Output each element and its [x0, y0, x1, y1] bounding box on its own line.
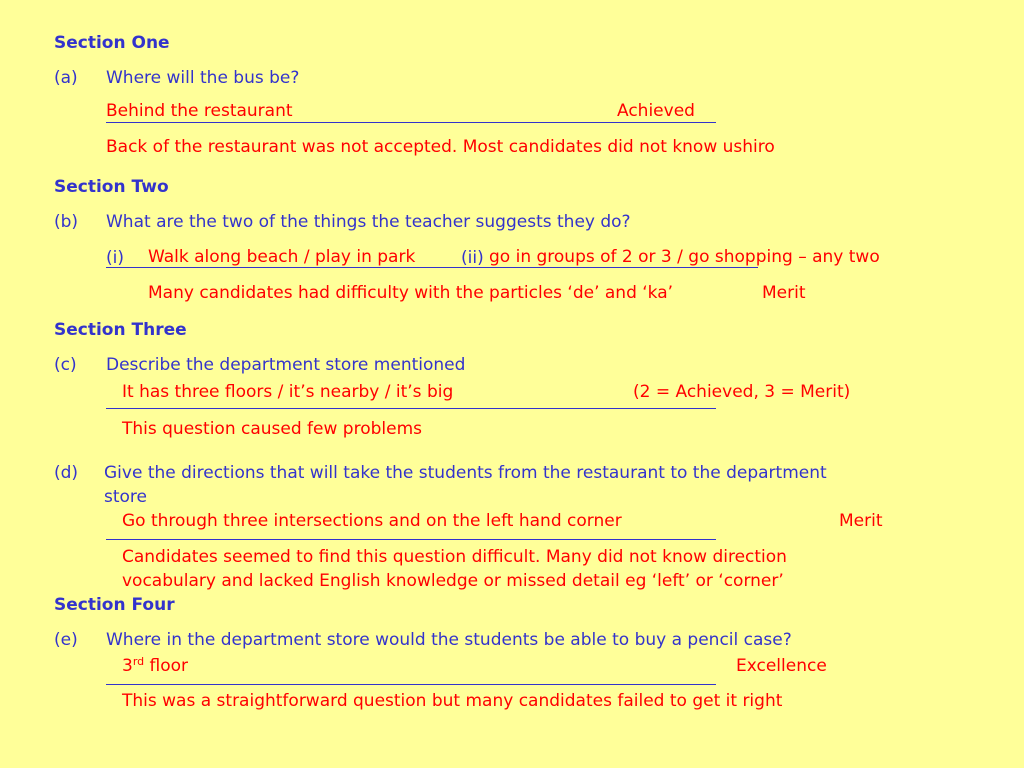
section-two-heading: Section Two [54, 177, 169, 197]
comment-c: This question caused few problems [122, 419, 422, 439]
answer-e-underline [106, 684, 716, 685]
question-d-label: (d) [54, 463, 79, 483]
answer-b-i: Walk along beach / play in park [148, 247, 416, 267]
answer-b-ii-underline [461, 267, 758, 268]
answer-b-ii-label: (ii) [461, 248, 484, 268]
answer-a: Behind the restaurant [106, 101, 293, 121]
comment-a: Back of the restaurant was not accepted. Most candidates did not know ushiro [106, 137, 775, 157]
answer-e-number: 3 [122, 656, 133, 676]
grade-a: Achieved [617, 101, 695, 121]
answer-a-underline [106, 122, 716, 123]
question-b-text: What are the two of the things the teacher suggests they do? [106, 212, 631, 232]
question-a-label: (a) [54, 68, 78, 88]
grade-b: Merit [762, 283, 806, 303]
answer-d-underline [106, 539, 716, 540]
answer-d: Go through three intersections and on the left hand corner [122, 511, 622, 531]
grade-c: (2 = Achieved, 3 = Merit) [633, 382, 851, 402]
answer-b-i-label: (i) [106, 248, 124, 268]
grade-d: Merit [839, 511, 883, 531]
question-b-label: (b) [54, 212, 79, 232]
question-e-text: Where in the department store would the students be able to buy a pencil case? [106, 630, 792, 650]
answer-b-ii: go in groups of 2 or 3 / go shopping – any two [489, 247, 880, 267]
answer-c: It has three floors / it’s nearby / it’s big [122, 382, 454, 402]
question-d-text-line1: Give the directions that will take the students from the restaurant to the department [104, 463, 827, 483]
question-d-text-line2: store [104, 487, 147, 507]
question-c-text: Describe the department store mentioned [106, 355, 466, 375]
answer-e-rest: floor [144, 656, 189, 676]
comment-d-line1: Candidates seemed to find this question difficult. Many did not know direction [122, 547, 787, 567]
comment-b: Many candidates had difficulty with the particles ‘de’ and ‘ka’ [148, 283, 674, 303]
comment-d-line2: vocabulary and lacked English knowledge or missed detail eg ‘left’ or ‘corner’ [122, 571, 784, 591]
answer-b-i-underline [106, 267, 461, 268]
answer-c-underline [106, 408, 716, 409]
question-c-label: (c) [54, 355, 77, 375]
question-a-text: Where will the bus be? [106, 68, 300, 88]
question-e-label: (e) [54, 630, 78, 650]
answer-e-ordinal-suffix: rd [132, 655, 145, 668]
section-three-heading: Section Three [54, 320, 187, 340]
grade-e: Excellence [736, 656, 827, 676]
section-four-heading: Section Four [54, 595, 175, 615]
answer-e [122, 655, 189, 676]
section-one-heading: Section One [54, 33, 170, 53]
comment-e: This was a straightforward question but many candidates failed to get it right [122, 691, 783, 711]
